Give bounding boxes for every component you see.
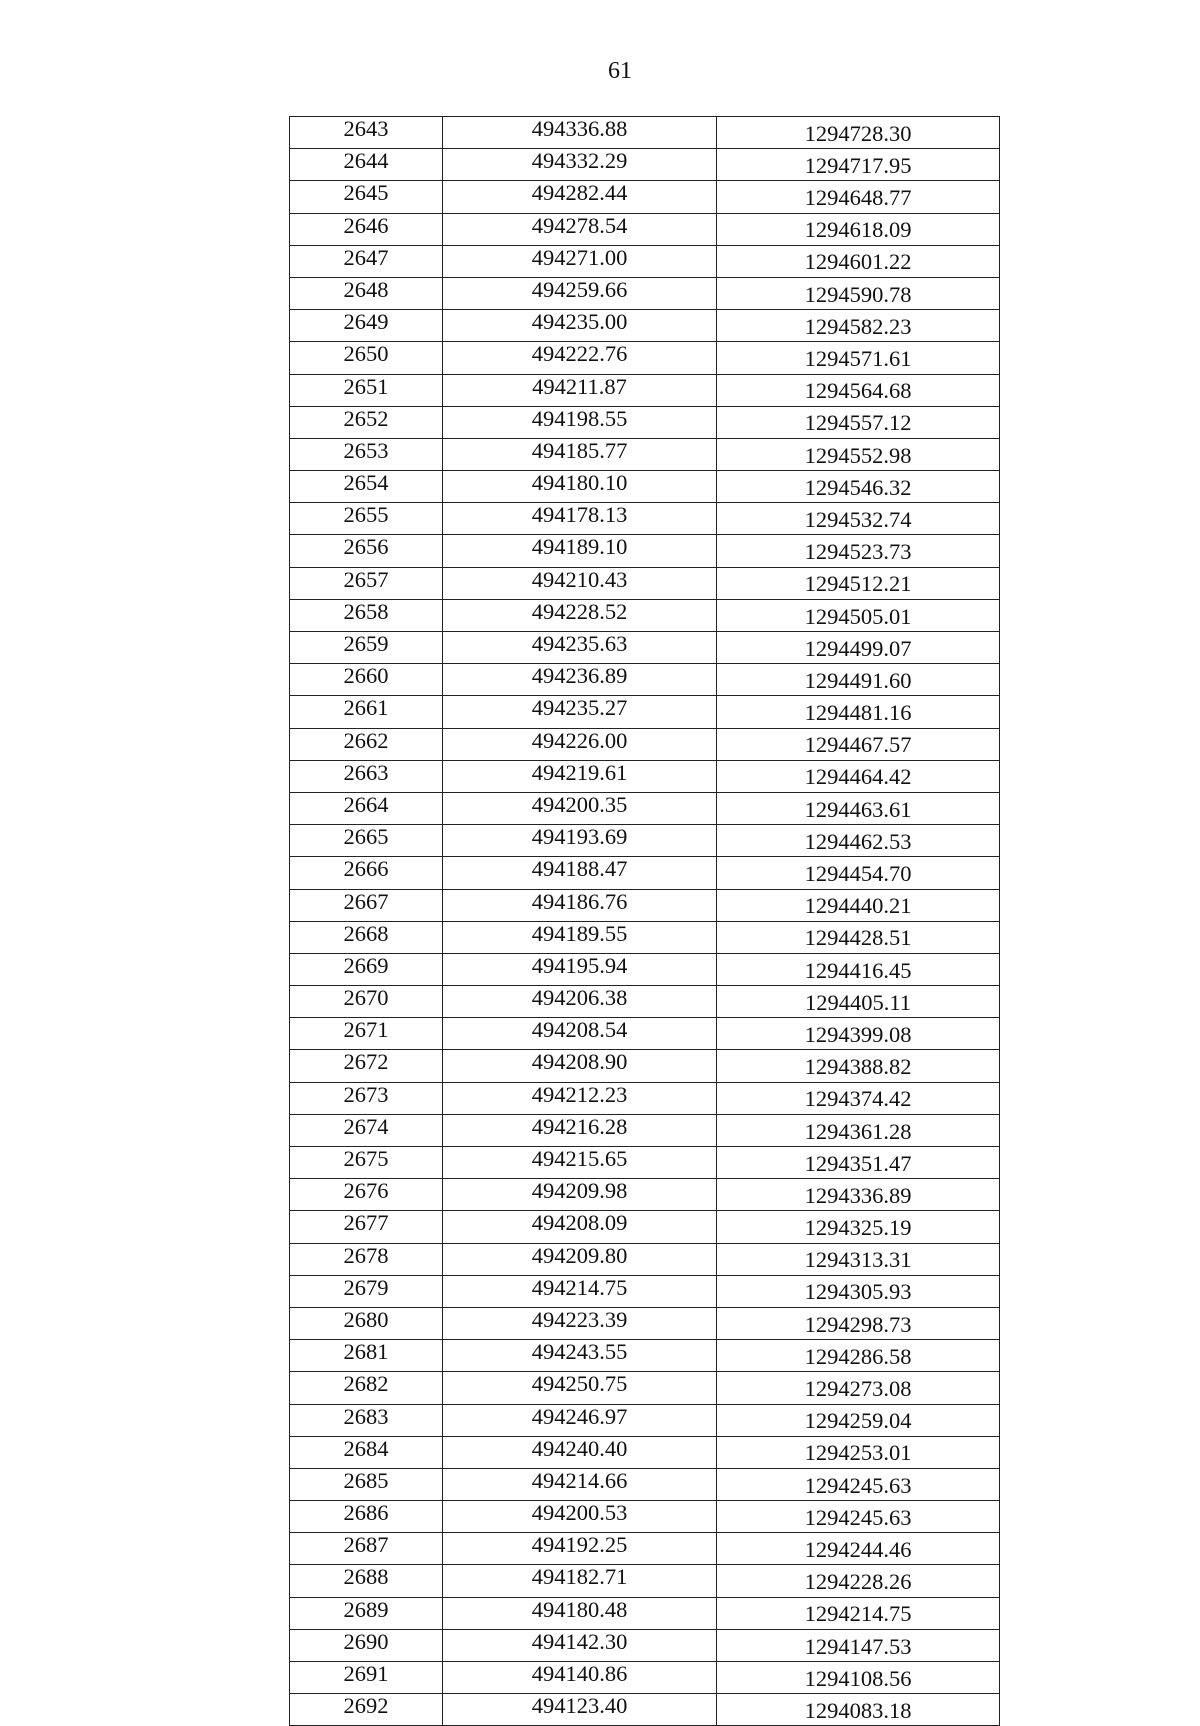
point-number-cell: 2669 [290, 953, 443, 985]
x-coordinate-cell: 494219.61 [443, 760, 717, 792]
y-coordinate-cell: 1294532.74 [717, 503, 1000, 535]
x-coordinate-cell: 494142.30 [443, 1629, 717, 1661]
point-number-cell: 2685 [290, 1468, 443, 1500]
y-coordinate-cell: 1294590.78 [717, 277, 1000, 309]
x-coordinate-cell: 494235.00 [443, 310, 717, 342]
x-coordinate-cell: 494236.89 [443, 664, 717, 696]
table-row [290, 567, 1000, 599]
table-row [290, 1436, 1000, 1468]
y-coordinate-cell: 1294214.75 [717, 1597, 1000, 1629]
table-row [290, 632, 1000, 664]
y-coordinate-cell: 1294313.31 [717, 1243, 1000, 1275]
y-coordinate-cell: 1294728.30 [717, 117, 1000, 149]
y-coordinate-cell: 1294361.28 [717, 1114, 1000, 1146]
x-coordinate-cell: 494214.75 [443, 1275, 717, 1307]
table-row [290, 889, 1000, 921]
point-number-cell: 2677 [290, 1211, 443, 1243]
x-coordinate-cell: 494209.80 [443, 1243, 717, 1275]
x-coordinate-cell: 494215.65 [443, 1147, 717, 1179]
x-coordinate-cell: 494332.29 [443, 149, 717, 181]
y-coordinate-cell: 1294481.16 [717, 696, 1000, 728]
point-number-cell: 2650 [290, 342, 443, 374]
point-number-cell: 2658 [290, 599, 443, 631]
y-coordinate-cell: 1294648.77 [717, 181, 1000, 213]
x-coordinate-cell: 494193.69 [443, 825, 717, 857]
y-coordinate-cell: 1294499.07 [717, 632, 1000, 664]
point-number-cell: 2680 [290, 1307, 443, 1339]
table-row [290, 1211, 1000, 1243]
point-number-cell: 2657 [290, 567, 443, 599]
point-number-cell: 2663 [290, 760, 443, 792]
point-number-cell: 2659 [290, 632, 443, 664]
point-number-cell: 2675 [290, 1147, 443, 1179]
y-coordinate-cell: 1294253.01 [717, 1436, 1000, 1468]
table-row [290, 503, 1000, 535]
y-coordinate-cell: 1294571.61 [717, 342, 1000, 374]
point-number-cell: 2686 [290, 1501, 443, 1533]
table-row [290, 213, 1000, 245]
table-row [290, 1597, 1000, 1629]
y-coordinate-cell: 1294147.53 [717, 1629, 1000, 1661]
y-coordinate-cell: 1294462.53 [717, 825, 1000, 857]
y-coordinate-cell: 1294505.01 [717, 599, 1000, 631]
y-coordinate-cell: 1294374.42 [717, 1082, 1000, 1114]
table-row [290, 1275, 1000, 1307]
x-coordinate-cell: 494200.35 [443, 792, 717, 824]
x-coordinate-cell: 494195.94 [443, 953, 717, 985]
point-number-cell: 2645 [290, 181, 443, 213]
point-number-cell: 2688 [290, 1565, 443, 1597]
y-coordinate-cell: 1294546.32 [717, 471, 1000, 503]
point-number-cell: 2679 [290, 1275, 443, 1307]
y-coordinate-cell: 1294463.61 [717, 792, 1000, 824]
table-row [290, 117, 1000, 149]
y-coordinate-cell: 1294228.26 [717, 1565, 1000, 1597]
point-number-cell: 2651 [290, 374, 443, 406]
point-number-cell: 2689 [290, 1597, 443, 1629]
x-coordinate-cell: 494182.71 [443, 1565, 717, 1597]
y-coordinate-cell: 1294245.63 [717, 1468, 1000, 1500]
table-row [290, 1243, 1000, 1275]
x-coordinate-cell: 494226.00 [443, 728, 717, 760]
y-coordinate-cell: 1294399.08 [717, 1018, 1000, 1050]
y-coordinate-cell: 1294108.56 [717, 1662, 1000, 1694]
x-coordinate-cell: 494282.44 [443, 181, 717, 213]
x-coordinate-cell: 494200.53 [443, 1501, 717, 1533]
table-row [290, 1501, 1000, 1533]
y-coordinate-cell: 1294464.42 [717, 760, 1000, 792]
y-coordinate-cell: 1294388.82 [717, 1050, 1000, 1082]
y-coordinate-cell: 1294582.23 [717, 310, 1000, 342]
point-number-cell: 2652 [290, 406, 443, 438]
x-coordinate-cell: 494250.75 [443, 1372, 717, 1404]
point-number-cell: 2668 [290, 921, 443, 953]
x-coordinate-cell: 494189.55 [443, 921, 717, 953]
y-coordinate-cell: 1294405.11 [717, 986, 1000, 1018]
point-number-cell: 2683 [290, 1404, 443, 1436]
point-number-cell: 2666 [290, 857, 443, 889]
point-number-cell: 2691 [290, 1662, 443, 1694]
x-coordinate-cell: 494214.66 [443, 1468, 717, 1500]
x-coordinate-cell: 494206.38 [443, 986, 717, 1018]
point-number-cell: 2676 [290, 1179, 443, 1211]
table-row [290, 245, 1000, 277]
point-number-cell: 2674 [290, 1114, 443, 1146]
x-coordinate-cell: 494189.10 [443, 535, 717, 567]
table-row [290, 599, 1000, 631]
point-number-cell: 2661 [290, 696, 443, 728]
table-row [290, 406, 1000, 438]
x-coordinate-cell: 494186.76 [443, 889, 717, 921]
y-coordinate-cell: 1294717.95 [717, 149, 1000, 181]
point-number-cell: 2670 [290, 986, 443, 1018]
y-coordinate-cell: 1294305.93 [717, 1275, 1000, 1307]
point-number-cell: 2692 [290, 1694, 443, 1726]
x-coordinate-cell: 494192.25 [443, 1533, 717, 1565]
point-number-cell: 2678 [290, 1243, 443, 1275]
y-coordinate-cell: 1294564.68 [717, 374, 1000, 406]
table-row [290, 535, 1000, 567]
table-row [290, 696, 1000, 728]
table-row [290, 471, 1000, 503]
point-number-cell: 2653 [290, 438, 443, 470]
x-coordinate-cell: 494123.40 [443, 1694, 717, 1726]
table-row [290, 1050, 1000, 1082]
y-coordinate-cell: 1294336.89 [717, 1179, 1000, 1211]
x-coordinate-cell: 494222.76 [443, 342, 717, 374]
point-number-cell: 2673 [290, 1082, 443, 1114]
x-coordinate-cell: 494211.87 [443, 374, 717, 406]
y-coordinate-cell: 1294273.08 [717, 1372, 1000, 1404]
point-number-cell: 2644 [290, 149, 443, 181]
table-row [290, 1694, 1000, 1726]
table-row [290, 1114, 1000, 1146]
x-coordinate-cell: 494180.48 [443, 1597, 717, 1629]
x-coordinate-cell: 494185.77 [443, 438, 717, 470]
point-number-cell: 2667 [290, 889, 443, 921]
y-coordinate-cell: 1294416.45 [717, 953, 1000, 985]
table-row [290, 1018, 1000, 1050]
y-coordinate-cell: 1294552.98 [717, 438, 1000, 470]
point-number-cell: 2671 [290, 1018, 443, 1050]
y-coordinate-cell: 1294557.12 [717, 406, 1000, 438]
point-number-cell: 2660 [290, 664, 443, 696]
x-coordinate-cell: 494208.90 [443, 1050, 717, 1082]
point-number-cell: 2656 [290, 535, 443, 567]
table-row [290, 310, 1000, 342]
table-row [290, 857, 1000, 889]
x-coordinate-cell: 494140.86 [443, 1662, 717, 1694]
coordinates-table [289, 116, 1000, 1726]
x-coordinate-cell: 494178.13 [443, 503, 717, 535]
x-coordinate-cell: 494210.43 [443, 567, 717, 599]
x-coordinate-cell: 494209.98 [443, 1179, 717, 1211]
x-coordinate-cell: 494198.55 [443, 406, 717, 438]
table-row [290, 1340, 1000, 1372]
x-coordinate-cell: 494208.54 [443, 1018, 717, 1050]
x-coordinate-cell: 494259.66 [443, 277, 717, 309]
y-coordinate-cell: 1294083.18 [717, 1694, 1000, 1726]
x-coordinate-cell: 494243.55 [443, 1340, 717, 1372]
table-row [290, 1629, 1000, 1661]
table-row [290, 728, 1000, 760]
table-row [290, 149, 1000, 181]
point-number-cell: 2662 [290, 728, 443, 760]
x-coordinate-cell: 494212.23 [443, 1082, 717, 1114]
point-number-cell: 2684 [290, 1436, 443, 1468]
table-row [290, 438, 1000, 470]
x-coordinate-cell: 494235.63 [443, 632, 717, 664]
y-coordinate-cell: 1294467.57 [717, 728, 1000, 760]
table-row [290, 277, 1000, 309]
point-number-cell: 2646 [290, 213, 443, 245]
y-coordinate-cell: 1294298.73 [717, 1307, 1000, 1339]
x-coordinate-cell: 494336.88 [443, 117, 717, 149]
table-row [290, 760, 1000, 792]
table-row [290, 1533, 1000, 1565]
table-row [290, 1179, 1000, 1211]
table-row [290, 1307, 1000, 1339]
x-coordinate-cell: 494223.39 [443, 1307, 717, 1339]
y-coordinate-cell: 1294351.47 [717, 1147, 1000, 1179]
y-coordinate-cell: 1294325.19 [717, 1211, 1000, 1243]
x-coordinate-cell: 494240.40 [443, 1436, 717, 1468]
coordinates-table-body [290, 117, 1000, 1726]
table-row [290, 1468, 1000, 1500]
table-row [290, 1147, 1000, 1179]
point-number-cell: 2665 [290, 825, 443, 857]
table-row [290, 181, 1000, 213]
x-coordinate-cell: 494271.00 [443, 245, 717, 277]
y-coordinate-cell: 1294491.60 [717, 664, 1000, 696]
point-number-cell: 2655 [290, 503, 443, 535]
y-coordinate-cell: 1294245.63 [717, 1501, 1000, 1533]
x-coordinate-cell: 494278.54 [443, 213, 717, 245]
table-row [290, 1082, 1000, 1114]
point-number-cell: 2664 [290, 792, 443, 824]
point-number-cell: 2643 [290, 117, 443, 149]
x-coordinate-cell: 494208.09 [443, 1211, 717, 1243]
y-coordinate-cell: 1294601.22 [717, 245, 1000, 277]
x-coordinate-cell: 494235.27 [443, 696, 717, 728]
point-number-cell: 2687 [290, 1533, 443, 1565]
y-coordinate-cell: 1294244.46 [717, 1533, 1000, 1565]
point-number-cell: 2647 [290, 245, 443, 277]
table-row [290, 1404, 1000, 1436]
point-number-cell: 2649 [290, 310, 443, 342]
y-coordinate-cell: 1294523.73 [717, 535, 1000, 567]
y-coordinate-cell: 1294440.21 [717, 889, 1000, 921]
point-number-cell: 2690 [290, 1629, 443, 1661]
x-coordinate-cell: 494228.52 [443, 599, 717, 631]
table-row [290, 1662, 1000, 1694]
table-row [290, 1565, 1000, 1597]
point-number-cell: 2682 [290, 1372, 443, 1404]
table-row [290, 792, 1000, 824]
table-row [290, 374, 1000, 406]
page-number: 61 [608, 58, 632, 84]
y-coordinate-cell: 1294454.70 [717, 857, 1000, 889]
table-row [290, 825, 1000, 857]
x-coordinate-cell: 494246.97 [443, 1404, 717, 1436]
point-number-cell: 2672 [290, 1050, 443, 1082]
point-number-cell: 2648 [290, 277, 443, 309]
table-row [290, 921, 1000, 953]
y-coordinate-cell: 1294428.51 [717, 921, 1000, 953]
point-number-cell: 2681 [290, 1340, 443, 1372]
table-row [290, 342, 1000, 374]
x-coordinate-cell: 494180.10 [443, 471, 717, 503]
table-row [290, 664, 1000, 696]
x-coordinate-cell: 494216.28 [443, 1114, 717, 1146]
table-row [290, 986, 1000, 1018]
table-row [290, 1372, 1000, 1404]
point-number-cell: 2654 [290, 471, 443, 503]
y-coordinate-cell: 1294618.09 [717, 213, 1000, 245]
y-coordinate-cell: 1294286.58 [717, 1340, 1000, 1372]
y-coordinate-cell: 1294259.04 [717, 1404, 1000, 1436]
y-coordinate-cell: 1294512.21 [717, 567, 1000, 599]
x-coordinate-cell: 494188.47 [443, 857, 717, 889]
table-row [290, 953, 1000, 985]
